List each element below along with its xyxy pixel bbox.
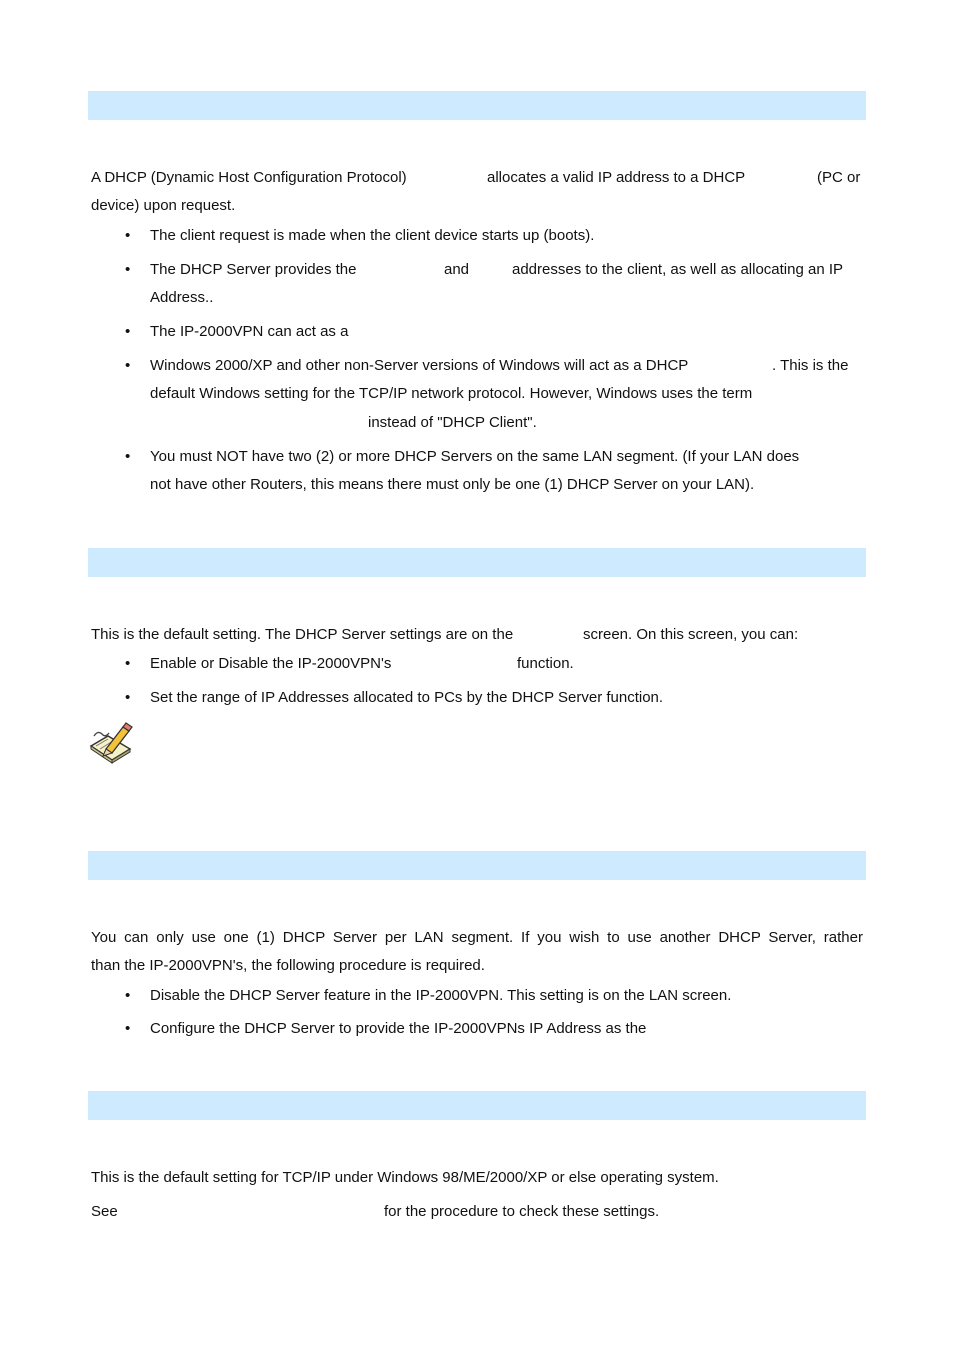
client-text-see: See	[91, 1203, 118, 1220]
bullet-dhcp-provides-part3: addresses to the client, as well as allocating an IP	[512, 261, 844, 278]
bullet-dhcp-provides-line2: Address..	[150, 289, 214, 306]
bullet-one-server-line1: You must NOT have two (2) or more DHCP Servers on the same LAN segment. (If your LAN does	[150, 448, 800, 465]
default-setting-text-part1: This is the default setting. The DHCP Server settings are on the	[91, 626, 514, 643]
bullet-windows-line2: default Windows setting for the TCP/IP network protocol. However, Windows uses the term	[150, 385, 753, 402]
bullet-windows-line3: instead of "DHCP Client".	[368, 414, 537, 431]
section-heading-band-default	[88, 548, 866, 577]
bullet-enable-disable-part2: function.	[517, 655, 574, 672]
default-setting-text-part2: screen. On this screen, you can:	[583, 626, 799, 643]
bullet-act-as: The IP-2000VPN can act as a	[150, 323, 349, 340]
bullet-dot: •	[125, 1020, 131, 1037]
bullet-dot: •	[125, 689, 131, 706]
bullet-windows-part1: Windows 2000/XP and other non-Server versions of Windows will act as a DHCP	[150, 357, 689, 374]
bullet-disable-dhcp: Disable the DHCP Server feature in the IP-2000VPN. This setting is on the LAN screen.	[150, 987, 732, 1004]
other-server-text-line2: than the IP-2000VPN's, the following procedure is required.	[91, 957, 485, 974]
section-heading-band-client	[88, 1091, 866, 1120]
bullet-dot: •	[125, 987, 131, 1004]
bullet-client-request: The client request is made when the client device starts up (boots).	[150, 227, 595, 244]
section-heading-band-other-server	[88, 851, 866, 880]
bullet-configure-dhcp: Configure the DHCP Server to provide the IP-2000VPNs IP Address as the	[150, 1020, 647, 1037]
bullet-dhcp-provides-part1: The DHCP Server provides the	[150, 261, 357, 278]
client-text-procedure: for the procedure to check these settings.	[384, 1203, 660, 1220]
bullet-dhcp-provides-part2: and	[444, 261, 470, 278]
dhcp-intro-text-line2: device) upon request.	[91, 197, 236, 214]
bullet-ip-range: Set the range of IP Addresses allocated to PCs by the DHCP Server function.	[150, 689, 664, 706]
dhcp-intro-text-part2: allocates a valid IP address to a DHCP	[487, 169, 746, 186]
bullet-dot: •	[125, 357, 131, 374]
bullet-dot: •	[125, 261, 131, 278]
bullet-dot: •	[125, 655, 131, 672]
dhcp-intro-text-part3: (PC or	[817, 169, 861, 186]
bullet-dot: •	[125, 227, 131, 244]
bullet-dot: •	[125, 448, 131, 465]
bullet-one-server-line2: not have other Routers, this means there must only be one (1) DHCP Server on your LAN).	[150, 476, 755, 493]
bullet-windows-part2: . This is the	[772, 357, 849, 374]
bullet-enable-disable-part1: Enable or Disable the IP-2000VPN's	[150, 655, 392, 672]
other-server-text-line1: You can only use one (1) DHCP Server per LAN segment. If you wish to use another DHCP Server, rather	[91, 929, 863, 946]
dhcp-intro-text-part1: A DHCP (Dynamic Host Configuration Protocol)	[91, 169, 407, 186]
section-heading-band-dhcp	[88, 91, 866, 120]
client-text-line1: This is the default setting for TCP/IP under Windows 98/ME/2000/XP or else operating system.	[91, 1169, 719, 1186]
note-pencil-icon	[88, 722, 134, 766]
bullet-dot: •	[125, 323, 131, 340]
